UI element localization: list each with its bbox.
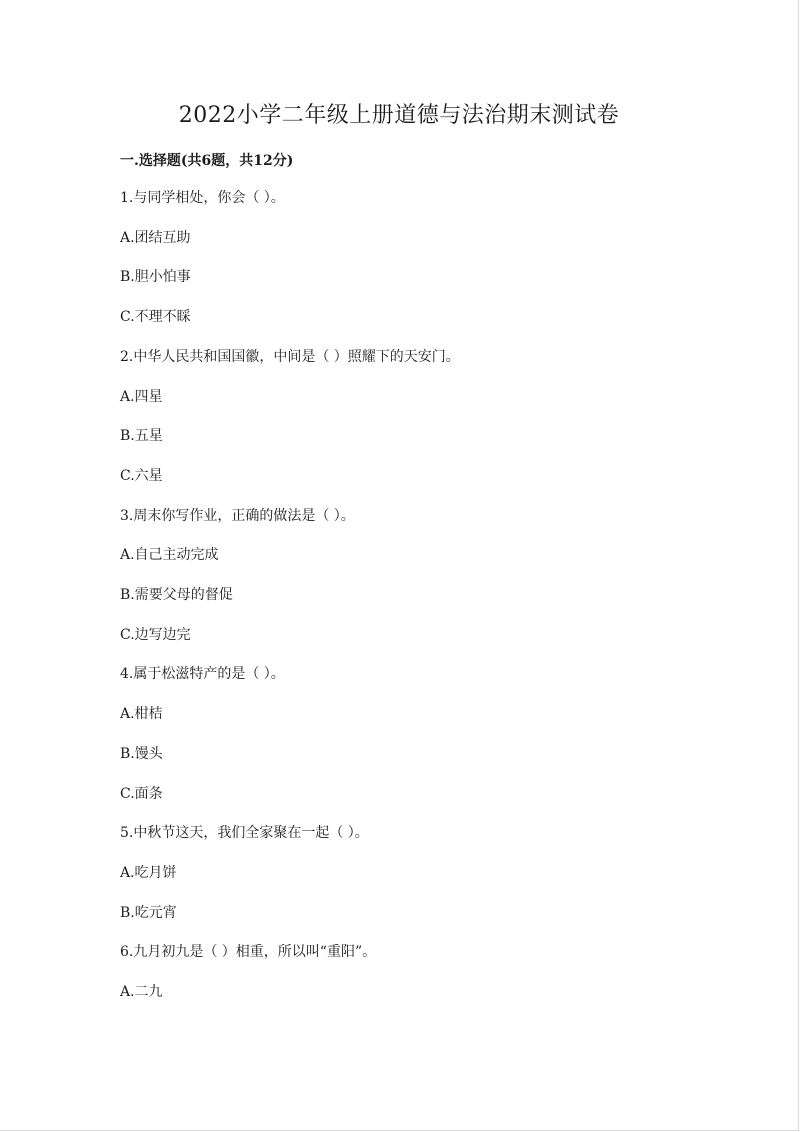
question-stem: 1.与同学相处，你会（ ）。 <box>120 190 285 206</box>
answer-option: B.胆小怕事 <box>120 269 191 286</box>
answer-option: B.五星 <box>120 428 163 445</box>
answer-option: A.柑桔 <box>120 706 163 723</box>
question-stem: 3.周末你写作业，正确的做法是（ ）。 <box>120 507 355 524</box>
answer-option: C.面条 <box>120 785 163 802</box>
answer-option: B.需要父母的督促 <box>120 587 233 603</box>
answer-option: A.自己主动完成 <box>120 547 219 564</box>
answer-option: A.团结互助 <box>120 229 191 246</box>
question-stem: 5.中秋节这天，我们全家聚在一起（ ）。 <box>120 825 369 842</box>
question-stem: 6.九月初九是（ ）相重，所以叫“重阳”。 <box>120 944 377 961</box>
answer-option: A.吃月饼 <box>120 864 177 881</box>
answer-option: B.馒头 <box>120 745 163 762</box>
page-title: 2022小学二年级上册道德与法治期末测试卷 <box>178 103 620 128</box>
answer-option: B.吃元宵 <box>120 904 177 921</box>
section-heading: 一.选择题(共6题，共12分) <box>120 153 294 169</box>
answer-option: C.边写边完 <box>120 626 191 643</box>
answer-option: A.四星 <box>120 388 163 405</box>
question-stem: 2.中华人民共和国国徽，中间是（ ）照耀下的天安门。 <box>120 348 460 365</box>
answer-option: C.六星 <box>120 467 163 484</box>
question-stem: 4.属于松滋特产的是（ ）。 <box>120 666 285 683</box>
answer-option: A.二九 <box>120 984 163 1000</box>
answer-option: C.不理不睬 <box>120 309 191 326</box>
